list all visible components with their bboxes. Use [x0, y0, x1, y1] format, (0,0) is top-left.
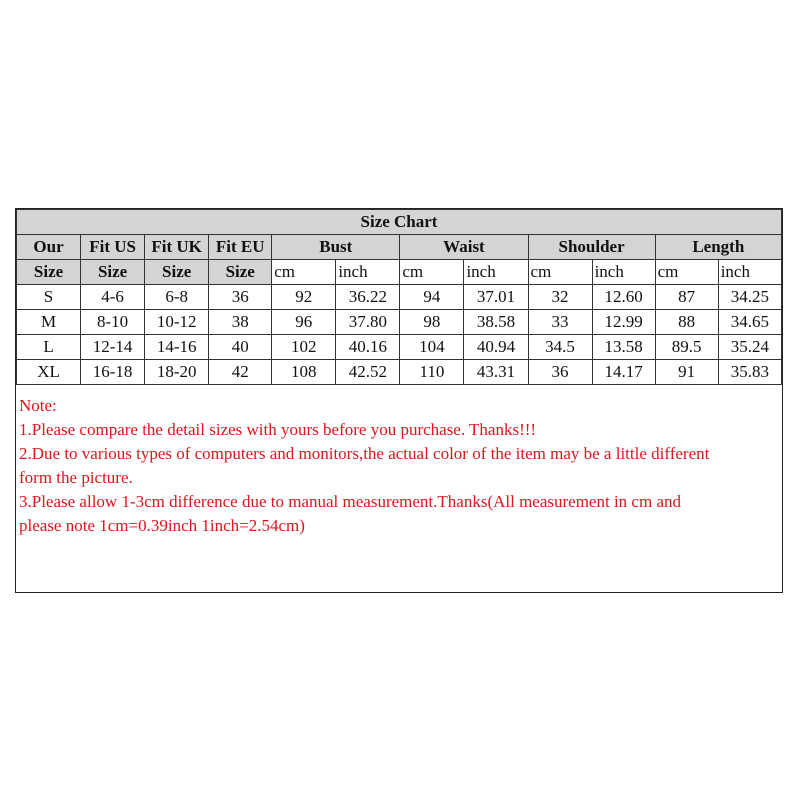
header-waist: Waist [400, 235, 528, 260]
note-line-2b: form the picture. [19, 468, 133, 487]
header-fit-eu: Fit EU [209, 235, 272, 260]
notes-section [16, 385, 782, 538]
table-row [17, 360, 782, 385]
table-cell: 32 [528, 285, 592, 310]
header-bust: Bust [272, 235, 400, 260]
table-cell: 34.5 [528, 335, 592, 360]
header-uk-size: Size [145, 260, 209, 285]
table-cell: 36 [528, 360, 592, 385]
table-cell: 94 [400, 285, 464, 310]
table-cell: 38.58 [464, 310, 528, 335]
header-our-size: Size [17, 260, 81, 285]
table-cell: 8-10 [81, 310, 145, 335]
table-cell: 104 [400, 335, 464, 360]
unit-length-inch: inch [718, 260, 781, 285]
note-line-3a: 3.Please allow 1-3cm difference due to manual measurement.Thanks(All measurement in cm and [19, 492, 681, 511]
table-cell: 92 [272, 285, 336, 310]
table-cell: 89.5 [655, 335, 718, 360]
table-cell: 40.16 [336, 335, 400, 360]
unit-shoulder-inch: inch [592, 260, 655, 285]
table-cell: 14.17 [592, 360, 655, 385]
unit-waist-cm: cm [400, 260, 464, 285]
table-cell: 12-14 [81, 335, 145, 360]
table-cell: 98 [400, 310, 464, 335]
note-line-3b: please note 1cm=0.39inch 1inch=2.54cm) [19, 516, 305, 535]
table-title: Size Chart [17, 210, 782, 235]
table-cell: 110 [400, 360, 464, 385]
note-line-2a: 2.Due to various types of computers and monitors,the actual color of the item may be a little different [19, 444, 710, 463]
header-length: Length [655, 235, 781, 260]
note-heading: Note: [19, 396, 57, 415]
table-cell: 16-18 [81, 360, 145, 385]
header-fit-uk: Fit UK [145, 235, 209, 260]
note-line-1: 1.Please compare the detail sizes with yours before you purchase. Thanks!!! [19, 420, 537, 439]
table-cell: 12.99 [592, 310, 655, 335]
header-our: Our [17, 235, 81, 260]
table-cell: 88 [655, 310, 718, 335]
header-shoulder: Shoulder [528, 235, 655, 260]
table-cell: 42 [209, 360, 272, 385]
table-cell: 91 [655, 360, 718, 385]
table-cell: XL [17, 360, 81, 385]
table-cell: 37.01 [464, 285, 528, 310]
table-cell: 6-8 [145, 285, 209, 310]
unit-waist-inch: inch [464, 260, 528, 285]
table-cell: S [17, 285, 81, 310]
table-cell: 102 [272, 335, 336, 360]
table-row [17, 285, 782, 310]
table-cell: 38 [209, 310, 272, 335]
table-cell: 14-16 [145, 335, 209, 360]
table-cell: 37.80 [336, 310, 400, 335]
table-cell: 18-20 [145, 360, 209, 385]
unit-shoulder-cm: cm [528, 260, 592, 285]
table-cell: 108 [272, 360, 336, 385]
table-cell: 87 [655, 285, 718, 310]
table-cell: 34.65 [718, 310, 781, 335]
table-cell: 35.24 [718, 335, 781, 360]
header-row-1 [17, 235, 782, 260]
table-cell: 35.83 [718, 360, 781, 385]
table-row [17, 310, 782, 335]
table-cell: L [17, 335, 81, 360]
table-cell: 40 [209, 335, 272, 360]
size-chart-frame [15, 208, 783, 593]
table-cell: 10-12 [145, 310, 209, 335]
table-cell: 12.60 [592, 285, 655, 310]
header-eu-size: Size [209, 260, 272, 285]
table-cell: 33 [528, 310, 592, 335]
table-cell: M [17, 310, 81, 335]
table-cell: 36.22 [336, 285, 400, 310]
table-row [17, 335, 782, 360]
table-cell: 4-6 [81, 285, 145, 310]
unit-bust-inch: inch [336, 260, 400, 285]
unit-length-cm: cm [655, 260, 718, 285]
table-cell: 96 [272, 310, 336, 335]
title-row [17, 210, 782, 235]
table-cell: 43.31 [464, 360, 528, 385]
header-us-size: Size [81, 260, 145, 285]
table-cell: 42.52 [336, 360, 400, 385]
table-cell: 36 [209, 285, 272, 310]
unit-bust-cm: cm [272, 260, 336, 285]
header-fit-us: Fit US [81, 235, 145, 260]
table-cell: 40.94 [464, 335, 528, 360]
table-cell: 13.58 [592, 335, 655, 360]
size-chart-table [16, 209, 782, 385]
header-row-2 [17, 260, 782, 285]
table-cell: 34.25 [718, 285, 781, 310]
